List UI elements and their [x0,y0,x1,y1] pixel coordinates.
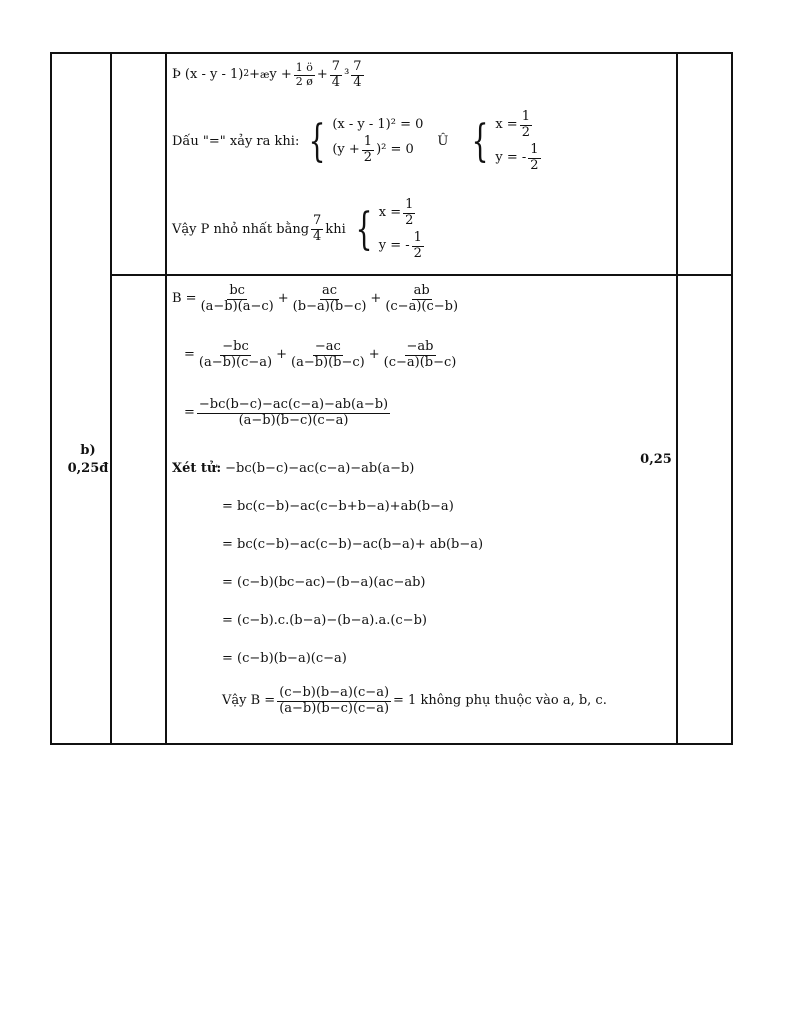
ineq-prefix: Þ (x - y - 1) [172,67,244,83]
b-term-2 [291,284,369,315]
plus-3: + [276,347,287,363]
ineq-square: 2 [243,69,250,80]
solution-y-num: 1 [530,141,539,157]
condition-2-a: (y + [332,141,360,157]
conclusion-y-num: 1 [413,229,422,245]
step-1: = bc(c−b)−ac(c−b+b−a)+ab(b−a) [222,499,454,514]
b-definition-line [172,284,462,315]
condition-2-frac [362,135,374,166]
equality-line [172,110,543,174]
table-border-top [50,52,733,54]
conclusion-x-num: 1 [405,197,414,212]
combined-den: (a−b)(b−c)(c−a) [238,412,349,428]
conclusion-x-label: x = [378,205,402,221]
ineq-frac-1-num: 1 ö [295,61,313,75]
part-b-letter: b) [80,443,96,458]
b-eq-label: B = [172,291,197,307]
condition-2 [332,135,423,166]
table-divider-3 [676,52,678,745]
b-term-1-num: bc [229,283,245,298]
conclusion-y-label: y = - [378,238,410,254]
row-divider [110,274,733,276]
inequality-line [172,60,366,91]
solution-x [495,110,542,141]
condition-1: (x - y - 1)² = 0 [332,117,424,133]
step-3: = (c−b)(bc−ac)−(b−a)(ac−ab) [222,575,426,590]
plus-4: + [368,347,380,363]
u-term-3 [382,340,459,371]
conclusion-x [379,198,426,229]
conclusion-line [172,198,426,262]
u-term-2 [289,340,367,371]
ineq-frac-1 [294,62,315,88]
equality-system [303,115,424,167]
condition-2-den: 2 [363,149,373,165]
combined-frac [197,398,390,429]
combined-num: −bc(b−c)−ac(c−a)−ab(a−b) [198,397,389,412]
table-divider-1 [110,52,112,745]
eq-1: = [184,347,195,363]
table-divider-2 [165,52,167,745]
conclusion-text: Vậy P nhỏ nhất bằng [172,221,310,237]
solution-x-label: x = [495,117,518,133]
b-term-2-num: ac [322,283,338,298]
xet-tu-expr: −bc(b−c)−ac(c−a)−ab(a−b) [225,461,415,476]
step-5: = (c−b)(b−a)(c−a) [222,651,347,666]
part2-content [172,284,622,734]
ineq-frac-2-den: 4 [331,74,341,90]
eq-2: = [184,405,195,421]
b-term-1 [199,284,276,315]
score-cell: 0,25 [640,452,672,467]
solution-y-label: y = - [495,150,527,166]
u-term-3-den: (c−a)(b−c) [383,354,457,370]
b-combined-line [184,398,392,429]
ineq-frac-2-num: 7 [331,59,341,74]
solution-system [466,110,542,174]
table-border-bottom [50,743,733,745]
solution-x-den: 2 [521,124,530,140]
ineq-frac-3-den: 4 [353,74,362,90]
part-b-label [60,442,116,478]
u-term-1 [197,340,274,371]
b-term-3-num: ab [413,283,430,298]
solution-y-den: 2 [530,157,539,173]
conclusion-khi: khi [325,221,346,237]
table-border-left [50,52,52,745]
ineq-geq: ³ [344,67,350,83]
condition-2-b: )² = 0 [376,141,414,157]
ineq-frac-2 [330,60,342,91]
final-frac [277,686,391,717]
implies-symbol: Û [437,133,449,149]
final-statement: = 1 không phụ thuộc vào a, b, c. [393,693,607,709]
final-label: Vậy B = [222,693,276,709]
solution-x-num: 1 [521,109,530,124]
ineq-plus: + [249,67,260,83]
final-num: (c−b)(b−a)(c−a) [279,685,390,700]
b-term-3 [383,284,460,315]
condition-2-num: 1 [363,133,373,149]
equality-label: Dấu "=" xảy ra khi: [172,133,300,149]
u-term-2-den: (a−b)(b−c) [291,354,365,370]
brace-icon: { [471,115,489,167]
b-term-2-den: (b−a)(b−c) [292,298,367,314]
ineq-y: y + [269,67,292,83]
table-border-right [731,52,733,745]
u-term-1-den: (a−b)(c−a) [198,354,273,370]
conclusion-y-den: 2 [413,245,422,261]
conclusion-frac [311,214,323,245]
b-rewrite-line [184,340,460,371]
conclusion-y [379,231,426,262]
u-term-3-num: −ab [406,339,434,354]
final-line [222,686,607,717]
plus-1: + [277,291,289,307]
conclusion-num: 7 [313,213,322,229]
part-b-points: 0,25đ [67,461,109,477]
conclusion-x-den: 2 [405,212,414,228]
b-term-1-den: (a−b)(a−c) [200,298,274,314]
b-term-3-den: (c−a)(c−b) [385,298,459,314]
conclusion-den: 4 [313,229,322,245]
ineq-paren-glyph: æ [259,69,270,81]
ineq-frac-3-num: 7 [353,59,362,74]
final-den: (a−b)(b−c)(c−a) [279,700,390,716]
xet-tu-line [172,462,414,476]
solution-y [495,143,542,174]
brace-icon: { [355,203,373,255]
step-4: = (c−b).c.(b−a)−(b−a).a.(c−b) [222,613,427,628]
ineq-frac-1-den: 2 ø [295,74,313,88]
u-term-1-num: −bc [222,339,249,354]
brace-icon: { [308,115,326,167]
part1-content [172,60,672,270]
ineq-frac-3 [351,60,363,91]
ineq-plus-2: + [316,67,328,83]
step-2: = bc(c−b)−ac(c−b)−ac(b−a)+ ab(b−a) [222,537,484,552]
u-term-2-num: −ac [314,339,341,354]
xet-tu-label: Xét tử: [172,461,222,476]
plus-2: + [370,291,382,307]
conclusion-system [350,198,426,262]
